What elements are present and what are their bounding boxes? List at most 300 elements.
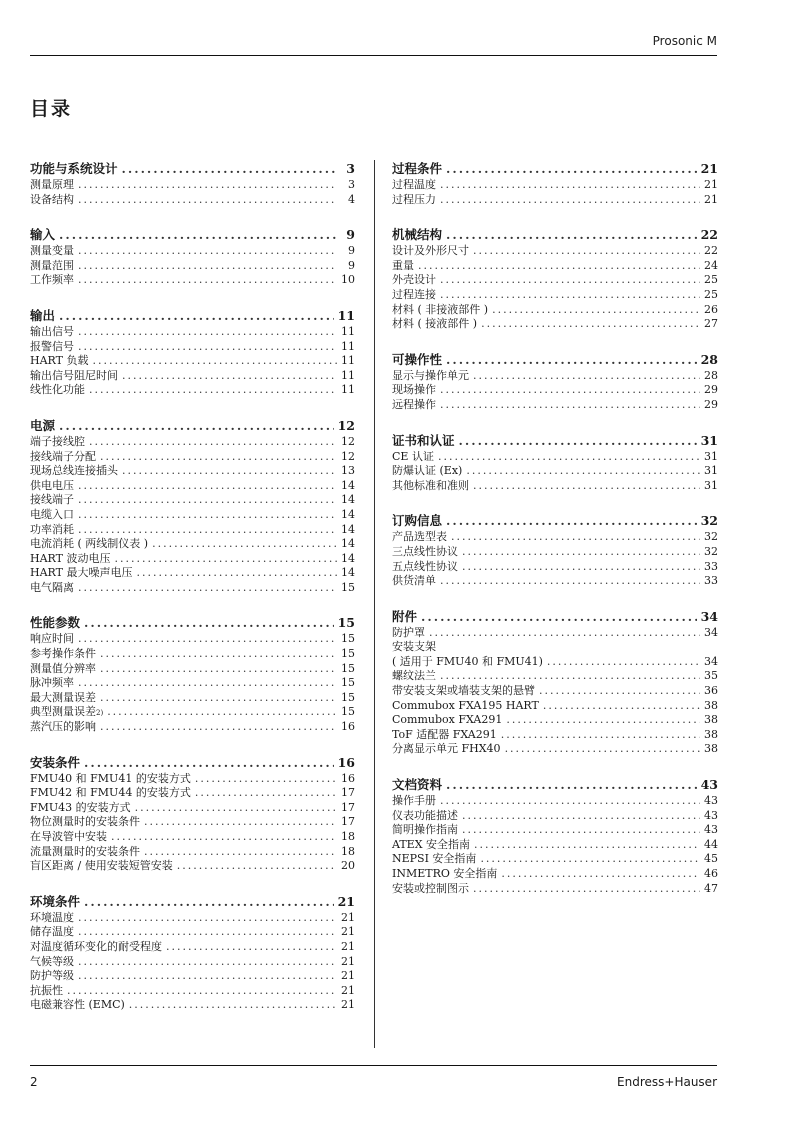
dot-leader (84, 893, 334, 910)
toc-entry-page: 47 (704, 881, 718, 895)
toc-entry-page: 17 (341, 800, 355, 814)
dot-leader (100, 450, 337, 465)
toc-entry-title: 其他标准和准则 (392, 478, 469, 492)
toc-section-title: 附件 (392, 608, 418, 624)
toc-entry[interactable] (30, 493, 355, 508)
toc-entry-title: 电缆入口 (30, 507, 74, 521)
toc-entry[interactable] (30, 940, 355, 955)
toc-entry[interactable] (392, 369, 718, 384)
toc-section-title: 订购信息 (392, 513, 443, 529)
toc-entry-page: 14 (341, 566, 355, 580)
toc-entry-page: 22 (704, 244, 718, 258)
toc-entry[interactable] (30, 662, 355, 677)
toc-section-page: 21 (700, 161, 718, 176)
toc-entry-title: 带安装支架或墙装支架的悬臂 (392, 684, 535, 698)
toc-entry-title: 五点线性协议 (392, 559, 458, 573)
toc-entry-title: 分离显示单元 FHX40 (392, 742, 501, 756)
toc-entry-title: 显示与操作单元 (392, 368, 469, 382)
dot-leader (78, 508, 337, 523)
toc-entry[interactable] (30, 523, 355, 538)
dot-leader (440, 398, 700, 413)
toc-entry[interactable] (30, 676, 355, 691)
dot-leader (446, 160, 697, 177)
toc-entry-page: 14 (341, 478, 355, 492)
dot-leader (78, 273, 337, 288)
toc-entry[interactable] (30, 193, 355, 208)
toc-entry-title: 材料 ( 非接液部件 ) (392, 302, 489, 316)
dot-leader (481, 317, 700, 332)
toc-entry-title: 对温度循环变化的耐受程度 (30, 939, 162, 953)
toc-entry[interactable] (392, 713, 718, 728)
toc-entry-title: 线性化功能 (30, 383, 85, 397)
toc-entry-title: 最大测量误差 (30, 690, 96, 704)
toc-entry-page: 20 (341, 859, 355, 873)
toc-section-title: 可操作性 (392, 351, 443, 367)
toc-entry-title: FMU40 和 FMU41 的安装方式 (30, 771, 191, 785)
toc-entry-page: 16 (341, 771, 355, 785)
toc-entry-page: 15 (341, 661, 355, 675)
toc-entry-page: 21 (341, 983, 355, 997)
toc-entry-page: 25 (704, 273, 718, 287)
toc-entry-page: 14 (341, 537, 355, 551)
toc-entry[interactable] (30, 969, 355, 984)
dot-leader (78, 244, 337, 259)
toc-section-heading[interactable] (30, 226, 355, 243)
toc-entry-title: 物位测量时的安装条件 (30, 815, 140, 829)
dot-leader (78, 493, 337, 508)
toc-entry-title: 现场操作 (392, 383, 436, 397)
toc-section-page: 32 (700, 513, 718, 529)
toc-entry[interactable] (30, 464, 355, 479)
toc-entry[interactable] (392, 479, 718, 494)
toc-section-page: 12 (337, 417, 355, 433)
dot-leader (152, 537, 337, 552)
toc-entry[interactable] (30, 479, 355, 494)
toc-entry-title: NEPSI 安全指南 (392, 852, 477, 866)
toc-entry-title: 流量测量时的安装条件 (30, 844, 140, 858)
toc-section-page: 15 (337, 615, 355, 631)
toc-entry-title: Commubox FXA195 HART (392, 698, 539, 712)
toc-entry[interactable] (30, 911, 355, 926)
toc-entry[interactable] (392, 317, 718, 332)
toc-entry-page: 21 (341, 998, 355, 1012)
toc-entry[interactable] (30, 720, 355, 735)
toc-entry[interactable] (392, 823, 718, 838)
dot-leader (446, 776, 697, 793)
dot-leader (92, 354, 337, 369)
toc-section (392, 432, 718, 494)
toc-entry-page: 31 (704, 478, 718, 492)
toc-entry-title: ( 适用于 FMU40 和 FMU41) (392, 654, 543, 668)
dot-leader (473, 369, 700, 384)
toc-entry[interactable] (30, 801, 355, 816)
toc-entry[interactable] (392, 193, 718, 208)
dot-leader (440, 794, 700, 809)
toc-section-heading[interactable] (30, 893, 355, 910)
toc-entry-title: 测量范围 (30, 258, 74, 272)
toc-entry-page: 11 (341, 383, 355, 397)
toc-section-heading[interactable] (392, 512, 718, 529)
toc-section-title: 证书和认证 (392, 432, 455, 448)
toc-entry[interactable] (392, 383, 718, 398)
toc-entry[interactable] (392, 560, 718, 575)
toc-entry[interactable] (392, 728, 718, 743)
toc-entry-title: 盲区距离 / 使用安装短管安装 (30, 859, 173, 873)
toc-entry-title: 供电电压 (30, 478, 74, 492)
toc-entry-page: 43 (704, 794, 718, 808)
toc-entry[interactable] (30, 435, 355, 450)
dot-leader (501, 867, 700, 882)
dot-leader (177, 859, 337, 874)
toc-entry[interactable] (392, 259, 718, 274)
toc-entry-title: HART 波动电压 (30, 551, 111, 565)
toc-section-heading[interactable] (30, 417, 355, 434)
dot-leader (505, 742, 700, 757)
toc-section-heading[interactable] (30, 307, 355, 324)
dot-leader (440, 383, 700, 398)
toc-section-heading[interactable] (30, 754, 355, 771)
toc-entry-page: 21 (341, 939, 355, 953)
toc-entry[interactable] (392, 178, 718, 193)
toc-entry-title: 在导波管中安装 (30, 830, 107, 843)
toc-section-heading[interactable] (30, 614, 355, 631)
dot-leader (421, 608, 697, 625)
toc-entry[interactable] (392, 574, 718, 589)
dot-leader (122, 160, 337, 177)
toc-entry[interactable] (30, 998, 355, 1013)
toc-entry[interactable] (30, 925, 355, 940)
toc-entry[interactable] (392, 464, 718, 479)
dot-leader (440, 669, 700, 684)
dot-leader (501, 728, 700, 743)
toc-section-page: 9 (346, 227, 355, 243)
toc-entry-page: 3 (348, 178, 355, 191)
toc-section (30, 754, 355, 874)
dot-leader (547, 655, 700, 670)
toc-entry-page: 38 (704, 698, 718, 712)
dot-leader (78, 325, 337, 340)
toc-entry-title: CE 认证 (392, 449, 434, 463)
dot-leader (451, 530, 700, 545)
dot-leader (89, 383, 337, 398)
toc-entry-title: 外壳设计 (392, 273, 436, 287)
toc-entry-page: 18 (341, 844, 355, 858)
dot-leader (67, 984, 337, 999)
toc-entry[interactable] (30, 859, 355, 874)
toc-entry[interactable] (392, 640, 718, 655)
toc-entry-page: 25 (704, 287, 718, 301)
toc-section-heading[interactable] (392, 160, 718, 177)
toc-entry-page: 15 (341, 580, 355, 594)
toc-entry[interactable] (392, 244, 718, 259)
toc-entry[interactable] (392, 669, 718, 684)
toc-entry[interactable] (30, 815, 355, 830)
dot-leader (78, 479, 337, 494)
footer-brand: Endress+Hauser (617, 1075, 717, 1089)
toc-entry[interactable] (30, 369, 355, 384)
toc-entry[interactable] (30, 244, 355, 259)
toc-entry[interactable] (30, 178, 355, 193)
dot-leader (78, 178, 337, 193)
toc-entry-title: 螺纹法兰 (392, 669, 436, 683)
toc-entry[interactable] (30, 325, 355, 340)
toc-entry-page: 43 (704, 808, 718, 822)
toc-entry-title: 重量 (392, 258, 414, 272)
dot-leader (122, 369, 337, 384)
toc-entry-title: INMETRO 安全指南 (392, 867, 498, 880)
dot-leader (429, 626, 700, 641)
toc-entry-title: 响应时间 (30, 632, 74, 646)
toc-entry[interactable] (392, 303, 718, 318)
toc-entry[interactable] (30, 705, 355, 720)
toc-entry-page: 29 (704, 397, 718, 411)
toc-entry-title: 典型测量误差 (30, 705, 96, 719)
toc-entry-title: 安装支架 (392, 640, 436, 654)
toc-entry-page: 32 (704, 530, 718, 544)
dot-leader (473, 479, 700, 494)
dot-leader (492, 303, 700, 318)
toc-entry[interactable] (30, 632, 355, 647)
toc-section-heading[interactable] (392, 608, 718, 625)
toc-section-page: 16 (337, 754, 355, 770)
toc-entry-page: 24 (704, 258, 718, 272)
toc-entry[interactable] (30, 830, 355, 845)
toc-entry-page: 14 (341, 551, 355, 565)
toc-entry-title: 仪表功能描述 (392, 808, 458, 822)
toc-entry-title: 端子接线腔 (30, 434, 85, 448)
toc-entry[interactable] (30, 581, 355, 596)
toc-entry[interactable] (30, 508, 355, 523)
toc-entry-page: 14 (341, 507, 355, 521)
toc-section-page: 11 (337, 307, 355, 323)
toc-entry[interactable] (392, 626, 718, 641)
toc-entry[interactable] (30, 955, 355, 970)
toc-entry[interactable] (30, 691, 355, 706)
toc-section-title: 性能参数 (30, 615, 81, 631)
dot-leader (78, 581, 337, 596)
dot-leader (440, 178, 700, 193)
dot-leader (462, 545, 700, 560)
toc-entry[interactable] (392, 882, 718, 897)
toc-entry[interactable] (392, 655, 718, 670)
dot-leader (466, 464, 700, 479)
dot-leader (440, 193, 700, 208)
dot-leader (446, 226, 697, 243)
toc-entry-page: 45 (704, 852, 718, 866)
dot-leader (78, 340, 337, 355)
toc-entry-page: 38 (704, 727, 718, 741)
toc-section-heading[interactable] (392, 776, 718, 793)
header-rule (30, 55, 717, 56)
toc-section-heading[interactable] (392, 351, 718, 368)
toc-entry-page: 9 (348, 244, 355, 258)
toc-entry-title: 三点线性协议 (392, 544, 458, 558)
dot-leader (100, 647, 337, 662)
toc-entry-title: 接线端子 (30, 493, 74, 507)
column-divider (374, 160, 375, 1048)
toc-entry[interactable] (392, 545, 718, 560)
toc-section-page: 3 (346, 161, 355, 176)
toc-entry[interactable] (392, 867, 718, 882)
toc-entry-title: 功率消耗 (30, 522, 74, 536)
toc-entry-title: 供货清单 (392, 574, 436, 588)
dot-leader (78, 523, 337, 538)
toc-section (392, 512, 718, 588)
dot-leader (129, 998, 337, 1013)
toc-entry-title: 脉冲频率 (30, 676, 74, 690)
dot-leader (122, 464, 337, 479)
toc-entry[interactable] (30, 259, 355, 274)
toc-entry[interactable] (392, 450, 718, 465)
dot-leader (438, 450, 700, 465)
dot-leader (111, 830, 337, 845)
dot-leader (78, 632, 337, 647)
header-product-name: Prosonic M (652, 34, 717, 48)
toc-entry-title: Commubox FXA291 (392, 713, 503, 727)
toc-entry-page: 13 (341, 464, 355, 478)
toc-entry-page: 15 (341, 676, 355, 690)
toc-entry-page: 38 (704, 742, 718, 756)
toc-entry-page: 46 (704, 867, 718, 880)
dot-leader (506, 713, 700, 728)
toc-entry-page: 15 (341, 632, 355, 646)
toc-entry-page: 38 (704, 713, 718, 727)
toc-entry[interactable] (392, 852, 718, 867)
dot-leader (84, 614, 334, 631)
toc-section-page: 28 (700, 351, 718, 367)
toc-section-heading[interactable] (30, 160, 355, 177)
page-title: 目录 (30, 98, 73, 120)
toc-entry[interactable] (30, 772, 355, 787)
toc-entry-page: 33 (704, 559, 718, 573)
toc-entry-page: 43 (704, 823, 718, 837)
toc-entry-title: 过程压力 (392, 192, 436, 206)
toc-entry-title: 储存温度 (30, 925, 74, 939)
toc-entry-page: 11 (341, 368, 355, 382)
toc-entry-page: 44 (704, 837, 718, 851)
toc-entry[interactable] (392, 530, 718, 545)
toc-entry-title: HART 负载 (30, 354, 89, 368)
toc-entry-page: 31 (704, 464, 718, 478)
toc-entry-title: 电流消耗 ( 两线制仪表 ) (30, 537, 149, 551)
dot-leader (89, 435, 337, 450)
dot-leader (78, 955, 337, 970)
dot-leader (100, 720, 337, 735)
toc-section (392, 160, 718, 207)
toc-section-title: 输出 (30, 307, 56, 323)
toc-entry-page: 34 (704, 654, 718, 668)
toc-left-column (30, 160, 355, 1032)
toc-entry-page: 17 (341, 815, 355, 829)
dot-leader (100, 662, 337, 677)
toc-section (30, 307, 355, 398)
toc-entry[interactable] (30, 552, 355, 567)
toc-entry[interactable] (30, 354, 355, 369)
dot-leader (78, 925, 337, 940)
toc-entry-page: 21 (704, 178, 718, 191)
toc-entry[interactable] (392, 809, 718, 824)
toc-section-page: 34 (700, 608, 718, 624)
dot-leader (543, 699, 700, 714)
dot-leader (480, 852, 700, 867)
toc-entry-title: FMU42 和 FMU44 的安装方式 (30, 786, 191, 800)
toc-entry-page: 32 (704, 544, 718, 558)
toc-section (30, 417, 355, 596)
toc-section-title: 功能与系统设计 (30, 161, 118, 176)
toc-entry-title: 设备结构 (30, 192, 74, 206)
toc-entry[interactable] (392, 699, 718, 714)
toc-entry[interactable] (392, 838, 718, 853)
toc-entry-title: 接线端子分配 (30, 449, 96, 463)
toc-entry-title: 测量原理 (30, 178, 74, 191)
toc-entry-title: 过程温度 (392, 178, 436, 191)
toc-entry-page: 11 (341, 324, 355, 338)
toc-entry[interactable] (392, 273, 718, 288)
toc-entry[interactable] (30, 786, 355, 801)
toc-section-heading[interactable] (392, 226, 718, 243)
toc-entry-page: 21 (341, 910, 355, 924)
toc-entry-page: 15 (341, 647, 355, 661)
toc-section-page: 22 (700, 227, 718, 243)
toc-entry-title: 电磁兼容性 (EMC) (30, 998, 125, 1012)
toc-entry[interactable] (30, 647, 355, 662)
toc-entry-title: 抗振性 (30, 983, 63, 997)
toc-entry-page: 4 (348, 192, 355, 206)
toc-entry[interactable] (30, 273, 355, 288)
toc-entry[interactable] (30, 450, 355, 465)
toc-entry-title: ATEX 安全指南 (392, 837, 471, 851)
toc-section (30, 614, 355, 734)
toc-entry-title: FMU43 的安装方式 (30, 800, 131, 814)
toc-entry-title: 气候等级 (30, 954, 74, 968)
dot-leader (144, 815, 337, 830)
toc-entry[interactable] (392, 398, 718, 413)
toc-entry-page: 21 (341, 925, 355, 939)
toc-section (392, 776, 718, 896)
toc-entry-page: 9 (348, 258, 355, 272)
toc-entry-page: 10 (341, 273, 355, 287)
dot-leader (474, 838, 700, 853)
toc-entry-title: 材料 ( 接液部件 ) (392, 317, 478, 331)
dot-leader (100, 691, 337, 706)
toc-entry[interactable] (30, 383, 355, 398)
toc-section-title: 机械结构 (392, 227, 443, 243)
toc-entry-page: 29 (704, 383, 718, 397)
toc-entry-page: 26 (704, 302, 718, 316)
toc-section-title: 电源 (30, 417, 56, 433)
toc-entry[interactable] (30, 845, 355, 860)
dot-leader (195, 772, 337, 787)
toc-entry-title: 蒸汽压的影响 (30, 720, 96, 734)
toc-entry[interactable] (392, 684, 718, 699)
toc-entry[interactable] (392, 288, 718, 303)
toc-section-title: 环境条件 (30, 893, 81, 909)
toc-section-heading[interactable] (392, 432, 718, 449)
toc-section (392, 226, 718, 332)
toc-entry-title: 操作手册 (392, 794, 436, 808)
toc-entry-title: 报警信号 (30, 339, 74, 353)
dot-leader (78, 259, 337, 274)
toc-entry[interactable] (30, 537, 355, 552)
toc-entry-title: 现场总线连接插头 (30, 464, 118, 478)
toc-entry-title: 过程连接 (392, 287, 436, 301)
toc-entry-title: 测量变量 (30, 244, 74, 258)
toc-entry[interactable] (392, 794, 718, 809)
toc-entry[interactable] (30, 340, 355, 355)
toc-entry[interactable] (30, 566, 355, 581)
toc-entry[interactable] (392, 742, 718, 757)
toc-entry[interactable] (30, 984, 355, 999)
